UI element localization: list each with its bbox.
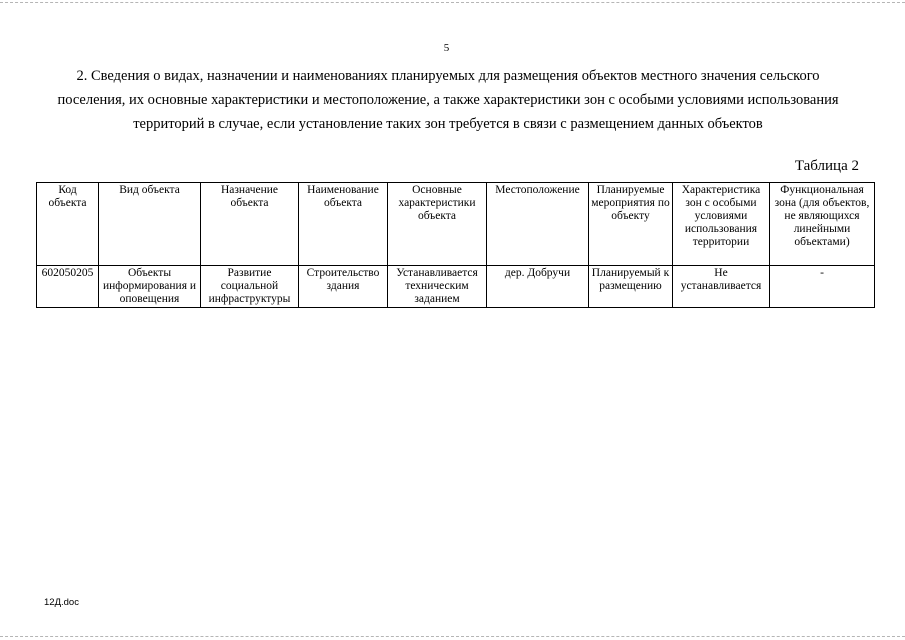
cell-zone-characteristics: Не устанавливается: [673, 266, 770, 308]
cell-location: дер. Добручи: [487, 266, 589, 308]
header-object-type: Вид объекта: [99, 183, 201, 266]
header-planned-measures: Планируемые мероприятия по объекту: [589, 183, 673, 266]
header-main-characteristics: Основные характеристики объекта: [388, 183, 487, 266]
table-header-row: [37, 183, 875, 266]
cell-object-code: 602050205: [37, 266, 99, 308]
header-object-code: Код объекта: [37, 183, 99, 266]
objects-table: [36, 182, 875, 308]
page-number: 5: [443, 42, 450, 54]
footer-filename: 12Д.doc: [44, 597, 79, 608]
cell-main-characteristics: Устанавливается техническим заданием: [388, 266, 487, 308]
cell-functional-zone: -: [770, 266, 875, 308]
table-caption: Таблица 2: [794, 158, 859, 174]
header-location: Местоположение: [487, 183, 589, 266]
cell-object-purpose: Развитие социальной инфраструктуры: [201, 266, 299, 308]
page-bottom-edge: [0, 636, 905, 637]
cell-object-type: Объекты информирования и оповещения: [99, 266, 201, 308]
cell-object-name: Строительство здания: [299, 266, 388, 308]
page-top-edge: [0, 2, 905, 3]
header-object-purpose: Назначение объекта: [201, 183, 299, 266]
header-zone-characteristics: Характеристика зон с особыми условиями использования территории: [673, 183, 770, 266]
section-heading: 2. Сведения о видах, назначении и наименованиях планируемых для размещения объектов местного значения сельского поселения, их основные характеристики и местоположение, а также характеристики зон с особыми условиями использования территорий в случае, если установление таких зон требуется в связи с размещением данных объектов: [57, 68, 839, 132]
table-row: [37, 266, 875, 308]
header-object-name: Наименование объекта: [299, 183, 388, 266]
header-functional-zone: Функциональная зона (для объектов, не являющихся линейными объектами): [770, 183, 875, 266]
cell-planned-measures: Планируемый к размещению: [589, 266, 673, 308]
